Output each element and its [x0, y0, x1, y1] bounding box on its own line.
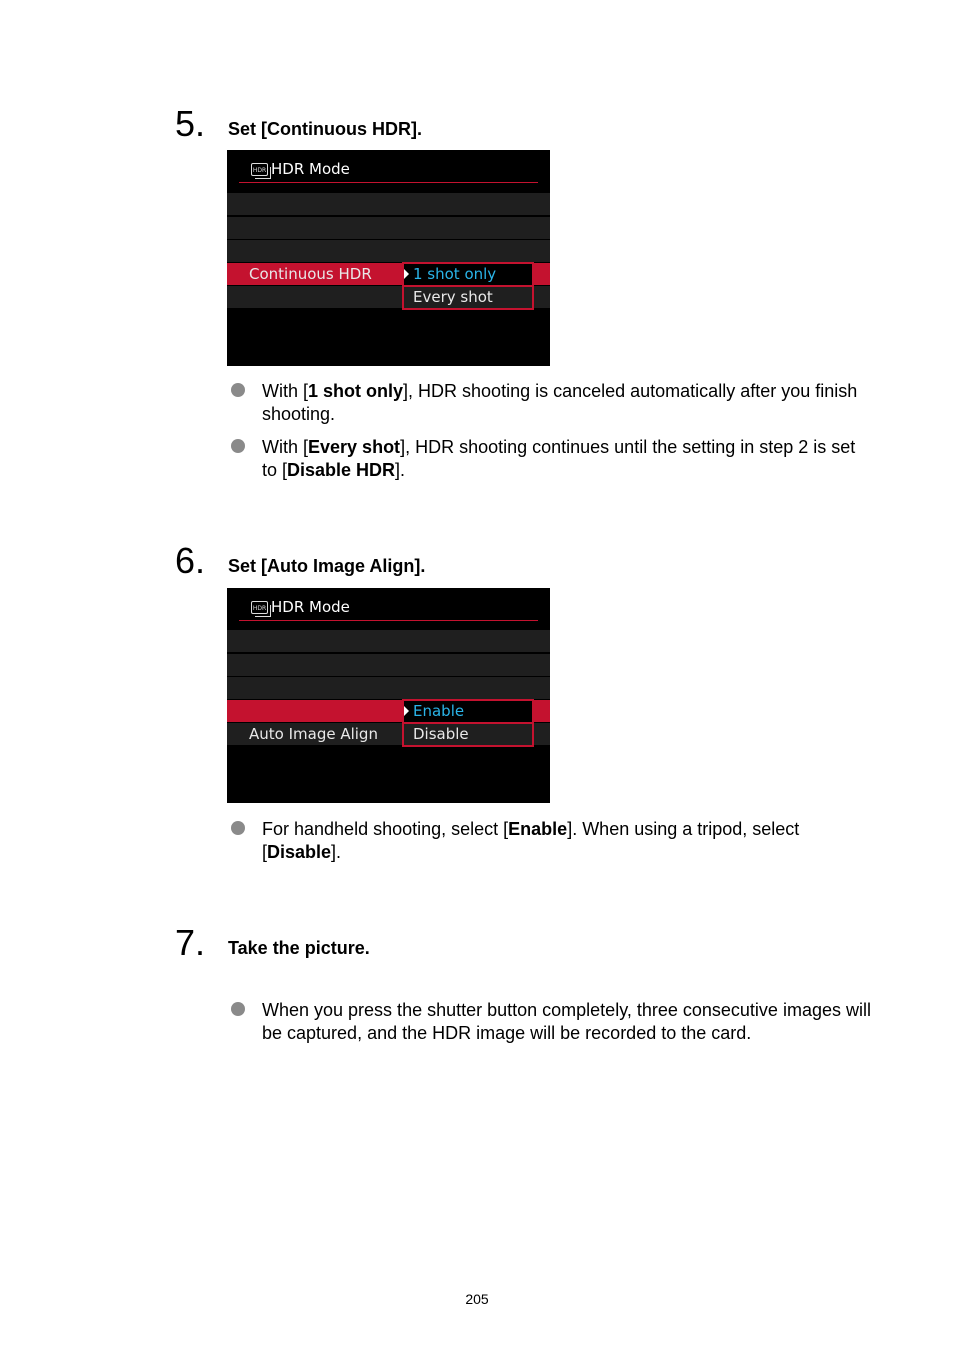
setting-label: Continuous HDR — [249, 265, 372, 283]
bullet-text — [262, 818, 872, 864]
text-segment: For handheld shooting, select [ — [262, 819, 509, 839]
menu-row-empty — [227, 677, 550, 699]
bullet-dot — [231, 821, 245, 835]
step-title: Set [Auto Image Align]. — [228, 556, 426, 576]
option-1-shot-only[interactable]: 1 shot only — [404, 264, 532, 285]
option-every-shot[interactable]: Every shot — [413, 288, 493, 306]
menu-row-empty — [227, 217, 550, 239]
bullet-dot — [231, 439, 245, 453]
text-segment: ], HDR shooting continues until the setting in step 2 is set to [ — [262, 437, 856, 480]
bullet-text: When you press the shutter button completely, three consecutive images will be captured, and the HDR image will be recorded to the card. — [262, 1000, 871, 1043]
step-title: Take the picture. — [228, 938, 370, 958]
setting-label: Auto Image Align — [249, 725, 378, 743]
title-underline — [239, 182, 538, 183]
menu-row-empty — [227, 240, 550, 262]
screen-title-text: HDR Mode — [271, 160, 350, 178]
bullet-text — [262, 436, 872, 482]
menu-row-empty — [227, 630, 550, 652]
bullet-dot — [231, 383, 245, 397]
bold-term: Every shot — [308, 437, 401, 457]
hdr-mode-icon: HDR — [251, 163, 268, 176]
option-popup — [402, 699, 534, 747]
camera-screen-continuous-hdr — [227, 150, 550, 366]
title-underline — [239, 620, 538, 621]
step-number: 6. — [175, 540, 206, 581]
step-number: 5. — [175, 103, 206, 144]
page-number: 205 — [465, 1291, 489, 1307]
text-segment: ], HDR shooting is canceled automatically after you finish shooting. — [262, 381, 858, 424]
step-title: Set [Continuous HDR]. — [228, 119, 422, 139]
menu-row-empty — [227, 193, 550, 215]
menu-row-empty — [227, 654, 550, 676]
screen-title — [251, 598, 350, 616]
bold-term: Disable HDR — [287, 460, 396, 480]
bullet-text — [262, 380, 872, 426]
text-segment: With [ — [262, 437, 309, 457]
bold-term: 1 shot only — [308, 381, 404, 401]
option-popup — [402, 262, 534, 310]
text-segment: ]. — [331, 842, 342, 862]
screen-title — [251, 160, 350, 178]
text-segment: With [ — [262, 381, 309, 401]
text-segment: ]. When using a tripod, select [ — [262, 819, 800, 862]
option-enable[interactable]: Enable — [404, 701, 532, 722]
bullet-dot — [231, 1002, 245, 1016]
camera-screen-auto-image-align — [227, 588, 550, 803]
hdr-mode-icon: HDR — [251, 601, 268, 614]
step-number: 7. — [175, 922, 206, 963]
screen-title-text: HDR Mode — [271, 598, 350, 616]
bold-term: Enable — [508, 819, 568, 839]
bold-term: Disable — [267, 842, 332, 862]
text-segment: ]. — [395, 460, 406, 480]
option-disable[interactable]: Disable — [413, 725, 469, 743]
